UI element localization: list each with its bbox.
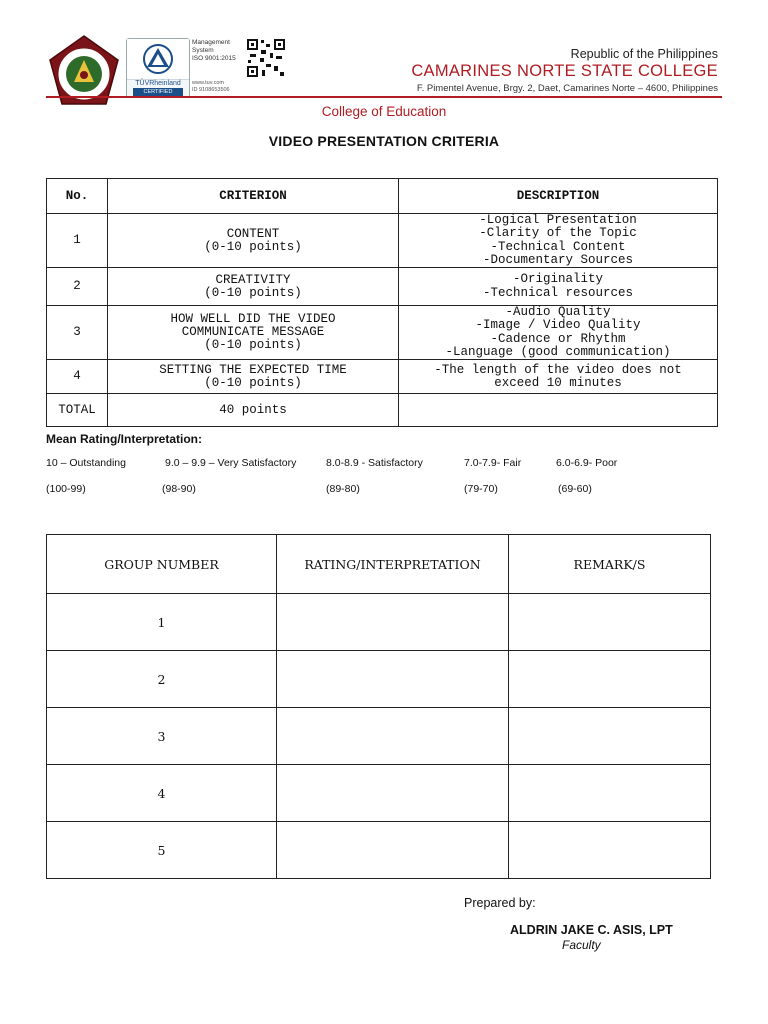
rating-cell[interactable] xyxy=(277,594,509,651)
department-name: College of Education xyxy=(321,104,447,119)
description-line: -Audio Quality xyxy=(505,305,611,320)
cert-description xyxy=(192,39,246,63)
row-description xyxy=(399,306,718,360)
cert-line: Management xyxy=(192,39,230,46)
criteria-table xyxy=(46,178,718,427)
table-row xyxy=(47,822,711,879)
page-title: VIDEO PRESENTATION CRITERIA xyxy=(268,133,500,149)
cert-id: ID 9108653506 xyxy=(192,87,230,93)
scale-very-satisfactory: 9.0 – 9.9 – Very Satisfactory xyxy=(165,457,297,469)
table-row xyxy=(47,306,718,360)
row-no: 2 xyxy=(47,268,108,306)
row-no: 1 xyxy=(47,214,108,268)
scale-satisfactory: 8.0-8.9 - Satisfactory xyxy=(326,457,423,469)
scale-poor: 6.0-6.9- Poor xyxy=(556,457,618,469)
college-seal-icon xyxy=(46,34,122,110)
group-number: 1 xyxy=(47,594,277,651)
description-line: -Image / Video Quality xyxy=(475,318,641,333)
signer-name: ALDRIN JAKE C. ASIS, LPT xyxy=(510,923,673,937)
table-row xyxy=(47,765,711,822)
scale-outstanding: 10 – Outstanding xyxy=(46,457,126,469)
group-number: 5 xyxy=(47,822,277,879)
group-number: 3 xyxy=(47,708,277,765)
rating-cell[interactable] xyxy=(277,822,509,879)
scale-fair: 7.0-7.9- Fair xyxy=(464,457,522,469)
table-row xyxy=(47,594,711,651)
group-number: 4 xyxy=(47,765,277,822)
table-row xyxy=(47,651,711,708)
total-row xyxy=(47,394,718,427)
college-address: F. Pimentel Avenue, Brgy. 2, Daet, Camarines Norte – 4600, Philippines xyxy=(416,83,718,94)
remarks-cell[interactable] xyxy=(509,765,711,822)
criterion-line: (0-10 points) xyxy=(204,338,302,353)
description-line: exceed 10 minutes xyxy=(494,375,622,390)
description-line: -Documentary Sources xyxy=(482,252,634,267)
row-criterion xyxy=(108,214,399,268)
cert-line: ISO 9001:2015 xyxy=(192,55,236,62)
remarks-cell[interactable] xyxy=(509,594,711,651)
range-very-satisfactory: (98-90) xyxy=(162,483,196,495)
republic-label: Republic of the Philippines xyxy=(570,47,718,61)
mean-rating-title: Mean Rating/Interpretation: xyxy=(46,432,203,446)
signer-role: Faculty xyxy=(562,938,601,952)
criterion-line: (0-10 points) xyxy=(204,285,302,300)
header-group-number: GROUP NUMBER xyxy=(47,535,277,594)
row-no: 4 xyxy=(47,360,108,394)
description-line: -The length of the video does not xyxy=(434,362,682,377)
header-description: DESCRIPTION xyxy=(399,179,718,214)
header-remarks: REMARK/S xyxy=(509,535,711,594)
criterion-line: HOW WELL DID THE VIDEO xyxy=(170,312,336,327)
prepared-by-label: Prepared by: xyxy=(464,896,536,910)
total-description xyxy=(399,394,718,427)
group-rating-table xyxy=(46,534,711,879)
range-fair: (79-70) xyxy=(464,483,498,495)
description-line: -Logical Presentation xyxy=(479,213,637,227)
criterion-line: COMMUNICATE MESSAGE xyxy=(181,325,325,340)
row-no: 3 xyxy=(47,306,108,360)
row-description xyxy=(399,360,718,394)
table-row xyxy=(47,708,711,765)
description-line: -Cadence or Rhythm xyxy=(490,331,626,346)
cert-site: www.tuv.com xyxy=(192,80,224,86)
tuv-triangle-icon xyxy=(127,39,189,79)
group-number: 2 xyxy=(47,651,277,708)
row-criterion xyxy=(108,360,399,394)
tuv-label: TÜVRheinland xyxy=(135,80,181,87)
criterion-line: CONTENT xyxy=(226,226,280,241)
total-value: 40 points xyxy=(108,394,399,427)
description-line: -Originality xyxy=(512,272,603,287)
iso-certification-badge xyxy=(126,38,190,98)
row-criterion xyxy=(108,268,399,306)
header-no: No. xyxy=(47,179,108,214)
description-line: -Clarity of the Topic xyxy=(479,226,637,241)
cert-id-text xyxy=(192,80,252,94)
criteria-header-row xyxy=(47,179,718,214)
range-satisfactory: (89-80) xyxy=(326,483,360,495)
remarks-cell[interactable] xyxy=(509,822,711,879)
range-outstanding: (100-99) xyxy=(46,483,86,495)
rating-cell[interactable] xyxy=(277,708,509,765)
rating-cell[interactable] xyxy=(277,651,509,708)
total-label: TOTAL xyxy=(47,394,108,427)
table-row xyxy=(47,268,718,306)
range-poor: (69-60) xyxy=(558,483,592,495)
row-criterion xyxy=(108,306,399,360)
header-criterion: CRITERION xyxy=(108,179,399,214)
table-row xyxy=(47,214,718,268)
qr-code-icon xyxy=(246,38,286,78)
header-divider xyxy=(46,96,722,98)
header-rating: RATING/INTERPRETATION xyxy=(277,535,509,594)
row-description xyxy=(399,214,718,268)
description-line: -Technical Content xyxy=(490,239,626,254)
criterion-line: SETTING THE EXPECTED TIME xyxy=(159,362,347,377)
criterion-line: (0-10 points) xyxy=(204,375,302,390)
description-line: -Technical resources xyxy=(482,285,634,300)
cert-line: System xyxy=(192,47,214,54)
college-name: CAMARINES NORTE STATE COLLEGE xyxy=(411,62,718,80)
description-line: -Language (good communication) xyxy=(445,345,671,360)
criterion-line: CREATIVITY xyxy=(215,272,291,287)
remarks-cell[interactable] xyxy=(509,708,711,765)
rating-cell[interactable] xyxy=(277,765,509,822)
table-row xyxy=(47,360,718,394)
group-header-row xyxy=(47,535,711,594)
row-description xyxy=(399,268,718,306)
certified-label: CERTIFIED xyxy=(133,88,183,96)
criterion-line: (0-10 points) xyxy=(204,239,302,254)
remarks-cell[interactable] xyxy=(509,651,711,708)
